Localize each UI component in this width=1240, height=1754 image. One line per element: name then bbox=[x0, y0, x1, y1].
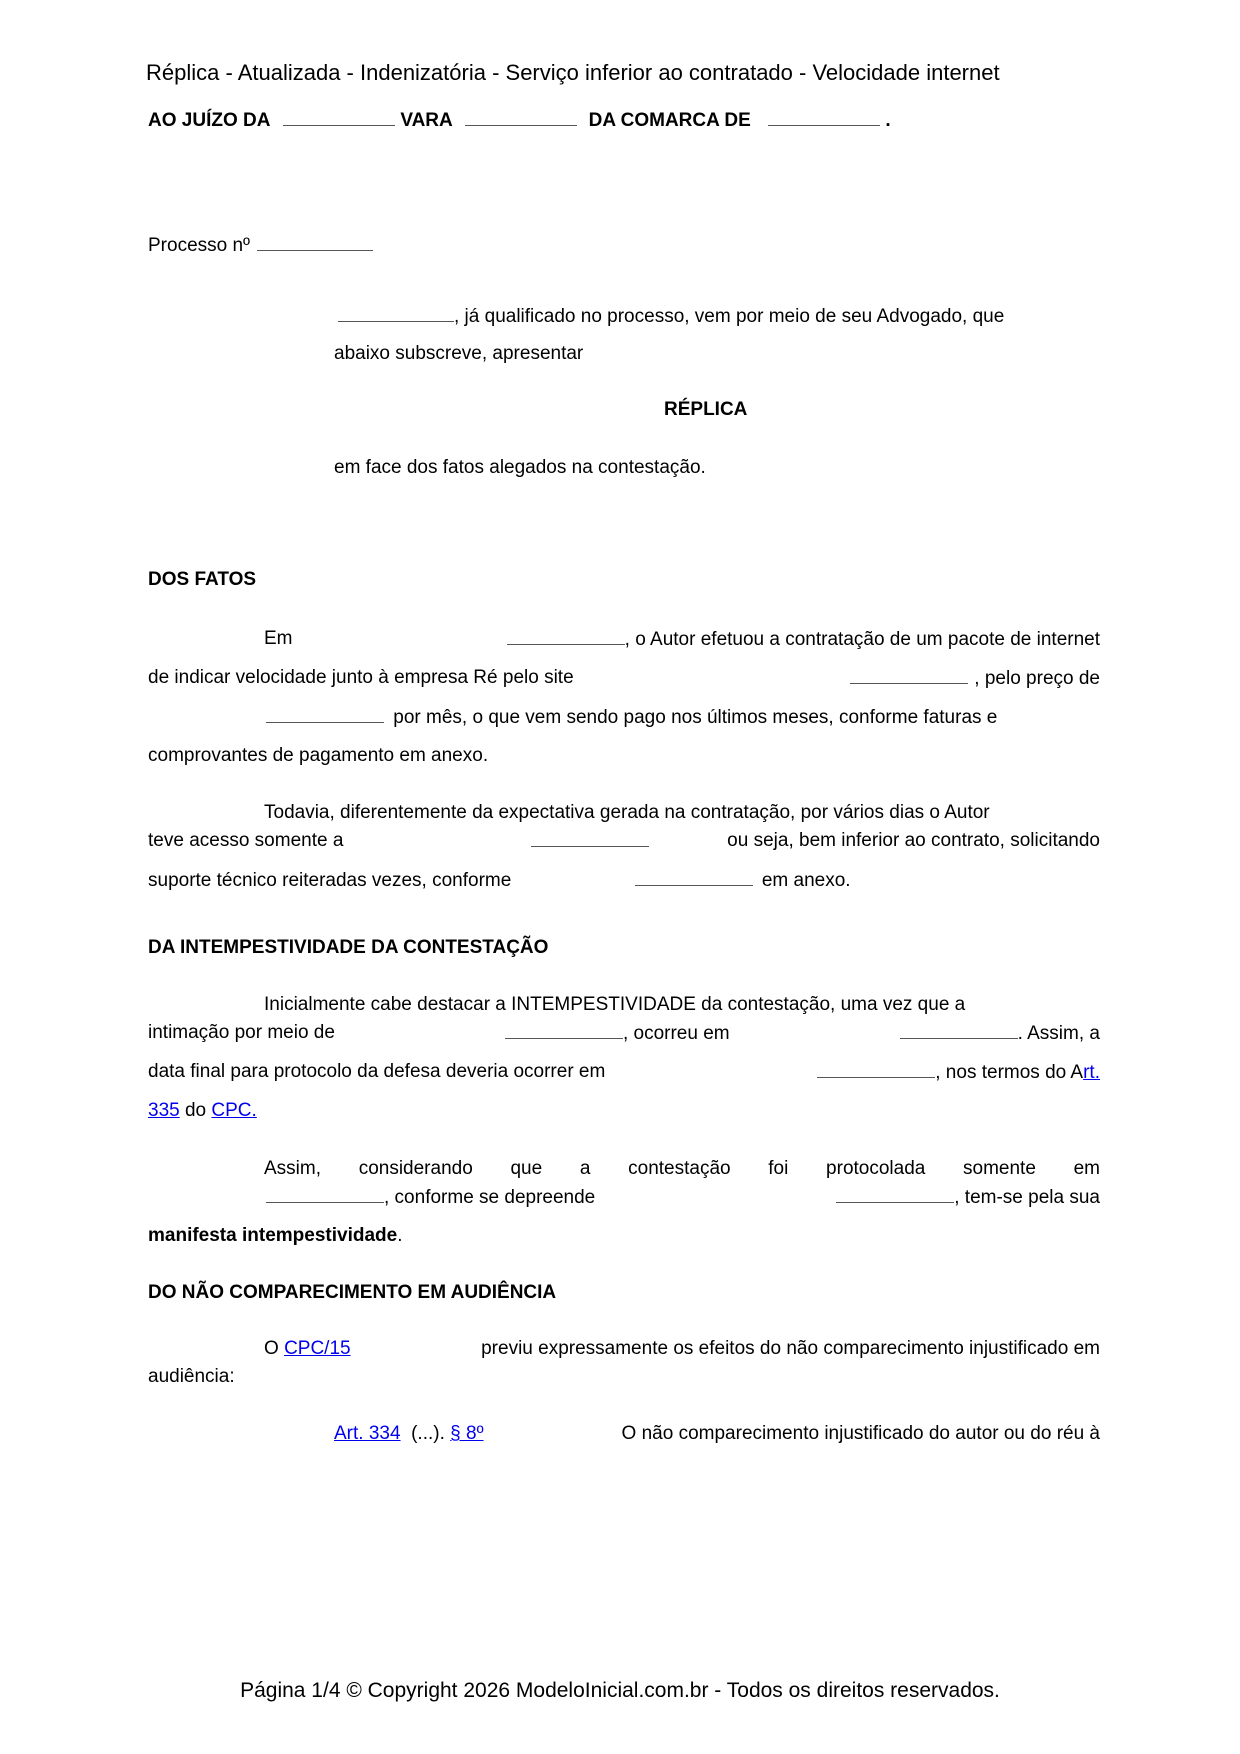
text: O não comparecimento injustificado do autor ou do réu à bbox=[621, 1423, 1100, 1444]
text: por mês, o que vem sendo pago nos últimos meses, conforme faturas e bbox=[393, 707, 998, 728]
blank-field bbox=[465, 108, 577, 126]
intemp-p2-line-2 bbox=[148, 1185, 1100, 1210]
text: intimação por meio de bbox=[148, 1022, 335, 1043]
text: , pelo preço de bbox=[974, 668, 1100, 689]
word: foi bbox=[768, 1158, 789, 1179]
text: do bbox=[184, 1100, 207, 1121]
addressee-comarca: DA COMARCA DE bbox=[588, 110, 751, 131]
blank-field bbox=[768, 108, 880, 126]
text: , o Autor efetuou a contratação de um pacote de internet bbox=[624, 629, 1100, 650]
word: protocolada bbox=[826, 1158, 926, 1179]
date-blank bbox=[507, 627, 625, 645]
intemp-p2-line-1 bbox=[148, 1157, 1100, 1181]
text: em anexo. bbox=[761, 870, 851, 891]
deadline-blank bbox=[817, 1060, 935, 1078]
text: suporte técnico reiteradas vezes, conforme bbox=[148, 870, 512, 891]
text: Em bbox=[264, 628, 293, 649]
text: (...). bbox=[411, 1423, 445, 1444]
emphasis-text: manifesta intempestividade bbox=[148, 1225, 398, 1246]
fatos-p2-line-1: Todavia, diferentemente da expectativa gerada na contratação, por vários dias o Autor bbox=[264, 802, 990, 823]
text: previu expressamente os efeitos do não comparecimento injustificado em bbox=[481, 1338, 1100, 1359]
addressee-line bbox=[148, 108, 1100, 133]
link-paragraph-8[interactable]: § 8º bbox=[450, 1423, 484, 1444]
addressee-vara: VARA bbox=[400, 110, 453, 131]
evidence-blank bbox=[635, 868, 753, 886]
site-blank bbox=[850, 666, 968, 684]
fatos-p1-line-3 bbox=[148, 705, 1100, 730]
process-number-line bbox=[148, 233, 1100, 258]
document-header-title bbox=[146, 58, 1098, 88]
justified-text bbox=[264, 1157, 1100, 1181]
text: data final para protocolo da defesa deveria ocorrer em bbox=[148, 1061, 606, 1082]
text: teve acesso somente a bbox=[148, 830, 344, 851]
text: . bbox=[397, 1225, 403, 1246]
word: contestação bbox=[628, 1158, 731, 1179]
fatos-p1-line-2 bbox=[148, 666, 1100, 691]
fatos-p2-line-3 bbox=[148, 868, 1100, 893]
intemp-p2-line-3 bbox=[148, 1224, 1100, 1248]
intro-text-1: , já qualificado no processo, vem por meio de seu Advogado, que bbox=[454, 306, 1005, 327]
intro-line-2: abaixo subscreve, apresentar bbox=[334, 343, 584, 364]
word: em bbox=[1073, 1158, 1100, 1179]
link-cpc-15[interactable]: CPC/15 bbox=[284, 1338, 351, 1359]
intemp-p1-line-4 bbox=[148, 1099, 1100, 1123]
text: O bbox=[264, 1338, 279, 1359]
section-heading-nao-comparecimento: DO NÃO COMPARECIMENTO EM AUDIÊNCIA bbox=[148, 1282, 557, 1303]
quote-line-1 bbox=[148, 1422, 1100, 1446]
intimation-method-blank bbox=[505, 1021, 623, 1039]
text: , ocorreu em bbox=[622, 1023, 730, 1044]
link-art-335[interactable]: rt. bbox=[1083, 1062, 1100, 1083]
header-title-text: Réplica - Atualizada - Indenizatória - Serviço inferior ao contratado - Velocidade internet bbox=[146, 60, 1000, 85]
word: a bbox=[579, 1158, 591, 1179]
protocol-date-blank bbox=[266, 1185, 384, 1203]
process-label: Processo nº bbox=[148, 235, 250, 256]
intemp-p1-line-2 bbox=[148, 1021, 1100, 1046]
fatos-p1-line-1 bbox=[148, 627, 1100, 652]
speed-blank bbox=[531, 829, 649, 847]
intro-line-3: em face dos fatos alegados na contestação. bbox=[334, 457, 706, 478]
process-number-blank bbox=[257, 233, 373, 251]
comparecimento-p1-line-1 bbox=[148, 1337, 1100, 1361]
blank-field bbox=[283, 108, 395, 126]
addressee-end: . bbox=[885, 110, 891, 131]
word: Assim, bbox=[264, 1158, 321, 1179]
intimation-date-blank bbox=[900, 1021, 1018, 1039]
intemp-p1-line-3 bbox=[148, 1060, 1100, 1085]
evidence-source-blank bbox=[836, 1185, 954, 1203]
text: , nos termos do A bbox=[935, 1062, 1084, 1083]
text: , conforme se depreende bbox=[384, 1187, 596, 1208]
document-title: RÉPLICA bbox=[664, 399, 748, 420]
price-blank bbox=[266, 705, 384, 723]
fatos-p1-line-4: comprovantes de pagamento em anexo. bbox=[148, 745, 489, 766]
intemp-p1-line-1: Inicialmente cabe destacar a INTEMPESTIVIDADE da contestação, uma vez que a bbox=[264, 994, 966, 1015]
author-name-blank bbox=[338, 304, 454, 322]
word: somente bbox=[963, 1158, 1036, 1179]
page-footer: Página 1/4 © Copyright 2026 ModeloInicial.com.br - Todos os direitos reservados. bbox=[240, 1679, 1000, 1702]
section-heading-intempestividade: DA INTEMPESTIVIDADE DA CONTESTAÇÃO bbox=[148, 937, 549, 958]
link-art-334[interactable]: Art. 334 bbox=[334, 1423, 401, 1444]
fatos-p2-line-2 bbox=[148, 829, 1100, 853]
text: . Assim, a bbox=[1017, 1023, 1100, 1044]
word: considerando bbox=[358, 1158, 473, 1179]
link-art-335-number[interactable]: 335 bbox=[148, 1100, 180, 1121]
word: que bbox=[510, 1158, 543, 1179]
comparecimento-p1-line-2: audiência: bbox=[148, 1366, 235, 1387]
text: , tem-se pela sua bbox=[954, 1187, 1100, 1208]
text: de indicar velocidade junto à empresa Ré pelo site bbox=[148, 667, 574, 688]
section-heading-dos-fatos: DOS FATOS bbox=[148, 569, 257, 590]
link-cpc[interactable]: CPC. bbox=[211, 1100, 257, 1121]
intro-line-1 bbox=[148, 304, 1100, 329]
addressee-court: AO JUÍZO DA bbox=[148, 110, 270, 131]
text: ou seja, bem inferior ao contrato, solicitando bbox=[727, 830, 1100, 851]
